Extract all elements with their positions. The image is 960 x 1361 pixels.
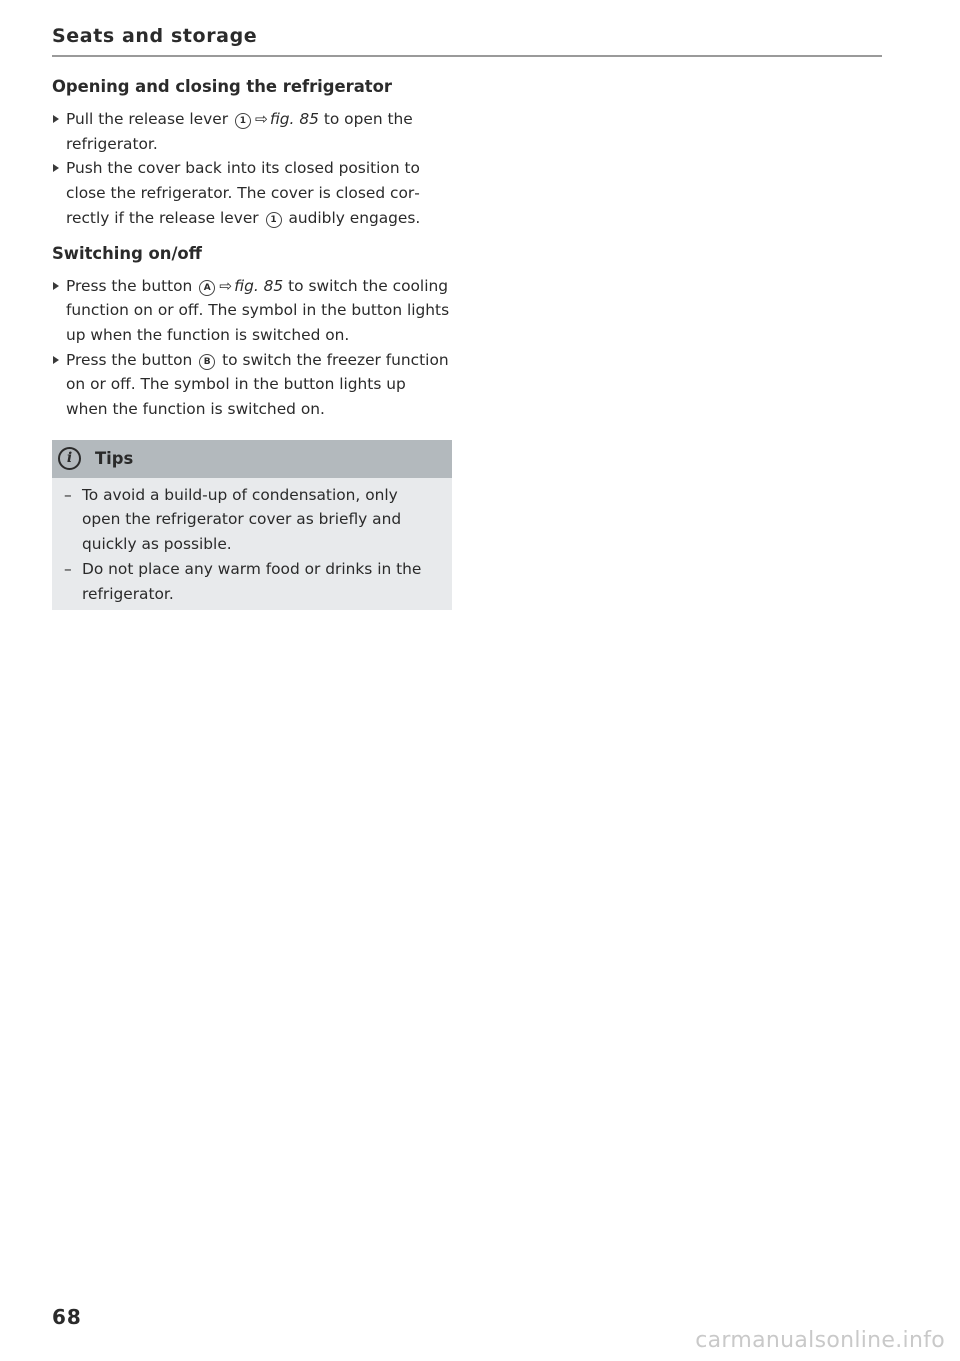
step-item <box>52 274 452 348</box>
step-item <box>52 156 452 230</box>
tip-item <box>64 557 438 606</box>
section-title-opening-closing: Opening and closing the refrigerator <box>52 77 392 96</box>
callout-a-icon: A <box>199 280 215 296</box>
step-text: to switch the cooling function on or off. The symbol in the button lights up when the function is switched on. <box>66 276 450 344</box>
info-icon: i <box>58 447 81 470</box>
tip-item <box>64 483 438 557</box>
step-text: to open the refrigerator. <box>66 110 413 153</box>
step-text: Press the button <box>66 276 193 295</box>
watermark-text: carmanualsonline.info <box>695 1328 945 1353</box>
step-arrow-icon <box>53 356 59 364</box>
page-number: 68 <box>52 1305 82 1329</box>
figure-reference-link[interactable]: fig. 85 <box>269 110 319 128</box>
step-arrow-icon <box>53 164 59 172</box>
tips-box <box>52 440 452 611</box>
header-divider <box>52 55 882 57</box>
steps-opening-closing <box>52 107 452 231</box>
reference-arrow-icon: ⇨ <box>254 110 268 128</box>
figure-reference-link[interactable]: fig. 85 <box>234 276 284 295</box>
step-text: Pull the release lever <box>66 110 229 128</box>
callout-1-icon: 1 <box>266 212 282 228</box>
content-column <box>52 64 452 610</box>
section-title-switching: Switching on/off <box>52 243 202 263</box>
page-header-title: Seats and storage <box>52 25 258 47</box>
step-text: to switch the freezer function on or off. The symbol in the button lights up when the function is switched on. <box>66 350 449 419</box>
callout-b-icon: B <box>199 354 215 370</box>
tips-header <box>52 440 452 478</box>
step-item <box>52 107 452 156</box>
step-text: Press the button <box>66 350 193 369</box>
step-arrow-icon <box>53 282 59 290</box>
tip-text: To avoid a build-up of condensation, only open the refrigerator cover as briefly and quickly as possible. <box>82 485 402 554</box>
step-text: Push the cover back into its closed position to close the refrigerator. The cover is closed correctly if the release lever <box>66 159 420 227</box>
callout-1-icon: 1 <box>235 113 251 129</box>
step-text: audibly engages. <box>288 208 421 227</box>
tip-dash: – <box>64 559 72 578</box>
reference-arrow-icon: ⇨ <box>219 276 233 295</box>
tip-dash: – <box>64 485 72 504</box>
tips-body <box>52 478 452 611</box>
step-arrow-icon <box>53 115 59 123</box>
steps-switching <box>52 274 452 422</box>
tips-title: Tips <box>95 449 134 469</box>
step-item <box>52 348 452 422</box>
tip-text: Do not place any warm food or drinks in the refrigerator. <box>82 559 422 603</box>
